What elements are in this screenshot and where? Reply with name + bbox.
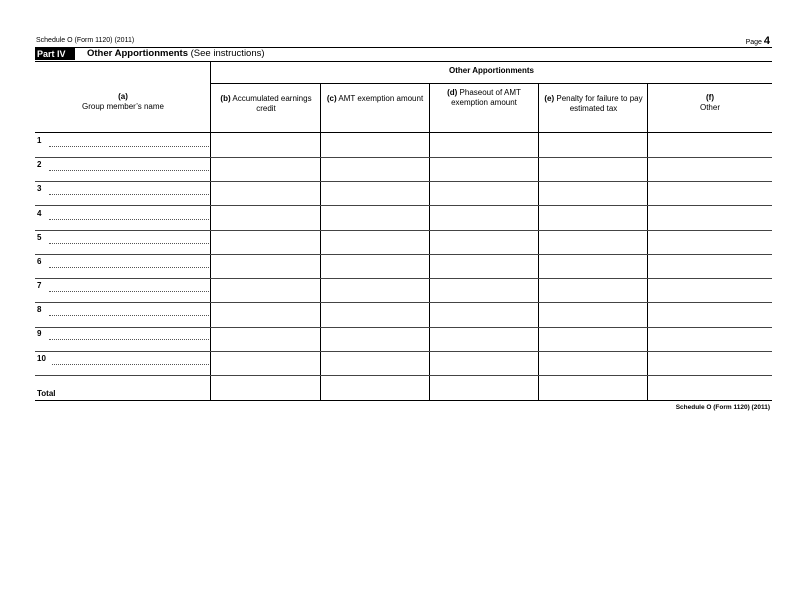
column-header-b [213, 94, 319, 114]
name-field-row-1[interactable] [49, 146, 209, 147]
column-text-c: AMT exemption amount [338, 94, 424, 103]
table-bottom-rule [35, 400, 772, 401]
page-number: 4 [763, 35, 770, 47]
row-number-9: 9 [37, 329, 42, 338]
total-label: Total [37, 389, 56, 398]
row-number-4: 4 [37, 209, 42, 218]
column-letter-a: (a) [118, 92, 128, 101]
row-number-1: 1 [37, 136, 42, 145]
row-number-7: 7 [37, 281, 42, 290]
name-field-row-4[interactable] [49, 219, 209, 220]
column-divider-c [429, 83, 430, 400]
row-rule [35, 327, 772, 328]
group-header-title: Other Apportionments [448, 66, 535, 75]
column-divider-e [647, 83, 648, 400]
part-title-note: (See instructions) [190, 48, 265, 59]
name-field-row-3[interactable] [49, 194, 209, 195]
column-text-d: Phaseout of AMT exemption amount [451, 88, 521, 107]
row-rule [35, 254, 772, 255]
row-number-10: 10 [37, 354, 46, 363]
column-letter-d: (d) [447, 88, 458, 97]
column-letter-c: (c) [326, 94, 337, 103]
name-field-row-9[interactable] [49, 339, 209, 340]
column-text-f: Other [699, 103, 720, 112]
page-label: Page [745, 39, 762, 46]
column-letter-e: (e) [544, 94, 555, 103]
part-header [35, 48, 772, 61]
row-rule [35, 181, 772, 182]
row-rule [35, 157, 772, 158]
row-rule [35, 230, 772, 231]
column-letter-f: (f) [706, 93, 714, 102]
row-number-6: 6 [37, 257, 42, 266]
column-divider-d [538, 83, 539, 400]
column-divider-b [320, 83, 321, 400]
row-number-3: 3 [37, 184, 42, 193]
row-rule [35, 302, 772, 303]
part-rule [35, 61, 772, 62]
row-rule [35, 375, 772, 376]
row-rule [35, 278, 772, 279]
form-reference-footer: Schedule O (Form 1120) (2011) [675, 404, 770, 411]
name-field-row-8[interactable] [49, 315, 209, 316]
name-field-row-2[interactable] [49, 170, 209, 171]
name-field-row-6[interactable] [49, 267, 209, 268]
column-header-a [36, 92, 210, 112]
row-rule [35, 205, 772, 206]
row-number-2: 2 [37, 160, 42, 169]
column-text-e: Penalty for failure to pay estimated tax [556, 94, 643, 113]
name-field-row-5[interactable] [49, 243, 209, 244]
column-header-d [432, 88, 536, 108]
column-header-e [541, 94, 646, 114]
part-badge: Part IV [35, 48, 75, 60]
part-title-text: Other Apportionments [87, 48, 188, 59]
header-bottom-rule [35, 132, 772, 133]
form-reference-header: Schedule O (Form 1120) (2011) [36, 37, 135, 44]
row-number-8: 8 [37, 305, 42, 314]
column-text-a: Group member’s name [82, 102, 164, 111]
column-header-c [322, 94, 428, 104]
column-header-f [650, 93, 770, 113]
row-rule [35, 351, 772, 352]
column-letter-b: (b) [220, 94, 231, 103]
column-text-b: Accumulated earnings credit [232, 94, 312, 113]
page-indicator [746, 35, 770, 47]
row-number-5: 5 [37, 233, 42, 242]
name-field-row-10[interactable] [52, 364, 209, 365]
name-field-row-7[interactable] [49, 291, 209, 292]
group-header-rule [211, 83, 772, 84]
part-title [87, 48, 265, 60]
